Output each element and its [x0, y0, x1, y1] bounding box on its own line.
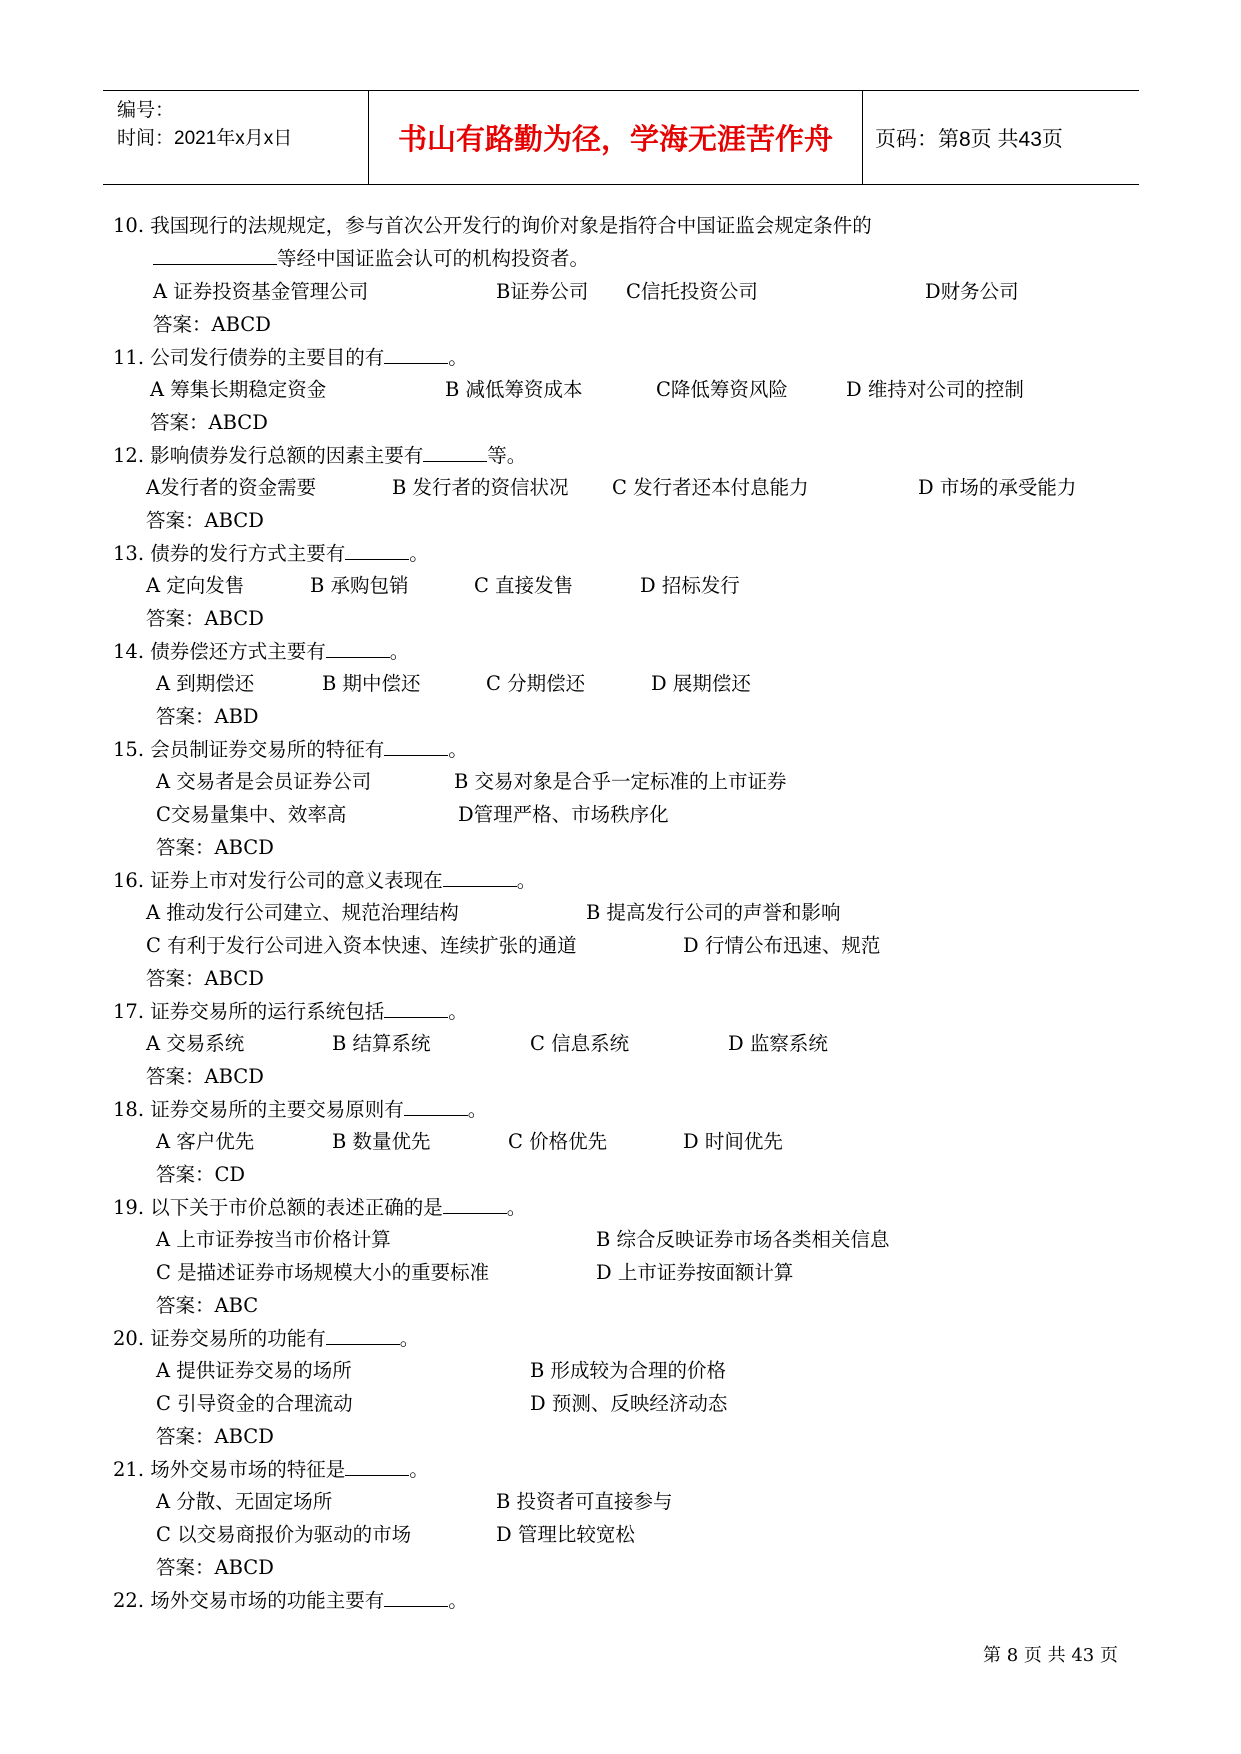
question-stem: 19. 以下关于市价总额的表述正确的是 。 — [113, 1196, 527, 1219]
option-c: C 有利于发行公司进入资本快速、连续扩张的通道 — [146, 934, 577, 957]
option-b: B 期中偿还 — [322, 672, 421, 695]
option-c: C 直接发售 — [474, 574, 574, 597]
question-stem: 10. 我国现行的法规规定，参与首次公开发行的询价对象是指符合中国证监会规定条件的 — [113, 214, 872, 237]
option-d: D 管理比较宽松 — [496, 1523, 635, 1546]
answer: 答案：CD — [156, 1163, 246, 1186]
option-c: C 以交易商报价为驱动的市场 — [156, 1523, 412, 1546]
question-stem: 16. 证券上市对发行公司的意义表现在 。 — [113, 869, 537, 892]
question-stem: 13. 债券的发行方式主要有 。 — [113, 542, 429, 565]
header-page-cell — [863, 91, 1139, 184]
option-b: B 投资者可直接参与 — [496, 1490, 673, 1513]
option-b: B 发行者的资信状况 — [392, 476, 569, 499]
option-a: A 分散、无固定场所 — [156, 1490, 333, 1513]
option-c: C 引导资金的合理流动 — [156, 1392, 353, 1415]
option-c: C 信息系统 — [530, 1032, 630, 1055]
option-a: A 筹集长期稳定资金 — [150, 378, 327, 401]
header-table — [103, 90, 1139, 185]
page-label: 页码：第8页 共43页 — [875, 127, 1063, 151]
question-stem: 14. 债券偿还方式主要有 。 — [113, 640, 410, 663]
option-b: B 减低筹资成本 — [445, 378, 583, 401]
question-stem: 15. 会员制证券交易所的特征有 。 — [113, 738, 468, 761]
option-c: C 发行者还本付息能力 — [612, 476, 809, 499]
option-a: A 推动发行公司建立、规范治理结构 — [146, 901, 459, 924]
option-d: D 预测、反映经济动态 — [530, 1392, 728, 1415]
option-c: C 分期偿还 — [486, 672, 586, 695]
option-a: A 提供证券交易的场所 — [156, 1359, 352, 1382]
option-a: A 定向发售 — [146, 574, 245, 597]
question-stem: 21. 场外交易市场的特征是 。 — [113, 1458, 429, 1481]
option-d: D 时间优先 — [683, 1130, 783, 1153]
option-b: B 提高发行公司的声誉和影响 — [586, 901, 841, 924]
option-d: D 维持对公司的控制 — [846, 378, 1024, 401]
question-stem: 12. 影响债券发行总额的因素主要有 等。 — [113, 444, 527, 467]
question-stem: 18. 证券交易所的主要交易原则有 。 — [113, 1098, 488, 1121]
header-meta-cell — [103, 91, 369, 184]
option-a: A 到期偿还 — [156, 672, 255, 695]
option-a: A 交易者是会员证券公司 — [156, 770, 372, 793]
option-c: C信托投资公司 — [626, 280, 758, 303]
option-a: A 上市证券按当市价格计算 — [156, 1228, 391, 1251]
option-b: B证券公司 — [496, 280, 589, 303]
question-stem-cont: 等经中国证监会认可的机构投资者。 — [153, 249, 589, 269]
option-b: B 综合反映证券市场各类相关信息 — [596, 1228, 890, 1251]
answer: 答案：ABCD — [153, 313, 271, 336]
option-c: C交易量集中、效率高 — [156, 803, 347, 826]
number-label: 编号： — [117, 100, 175, 121]
option-a: A 交易系统 — [146, 1032, 245, 1055]
answer: 答案：ABC — [156, 1294, 259, 1317]
option-d: D 招标发行 — [640, 574, 740, 597]
answer: 答案：ABCD — [146, 509, 264, 532]
option-a: A 客户优先 — [156, 1130, 255, 1153]
answer: 答案：ABCD — [146, 607, 264, 630]
option-b: B 交易对象是合乎一定标准的上市证券 — [454, 770, 787, 793]
option-b: B 数量优先 — [332, 1130, 431, 1153]
question-stem: 17. 证券交易所的运行系统包括 。 — [113, 1000, 468, 1023]
option-d: D 展期偿还 — [651, 672, 751, 695]
page-footer: 第 8 页 共 43 页 — [983, 1645, 1118, 1666]
option-b: B 形成较为合理的价格 — [530, 1359, 727, 1382]
option-c: C降低筹资风险 — [656, 378, 788, 401]
option-d: D 行情公布迅速、规范 — [683, 934, 881, 957]
option-c: C 价格优先 — [508, 1130, 608, 1153]
answer: 答案：ABD — [156, 705, 259, 728]
option-b: B 结算系统 — [332, 1032, 431, 1055]
answer: 答案：ABCD — [156, 836, 274, 859]
time-label: 时间：2021年x月x日 — [117, 128, 293, 149]
option-a: A 证券投资基金管理公司 — [153, 280, 369, 303]
option-a: A发行者的资金需要 — [146, 476, 317, 499]
answer: 答案：ABCD — [146, 967, 264, 990]
option-d: D财务公司 — [925, 280, 1019, 303]
header-motto: 书山有路勤为径，学海无涯苦作舟 — [369, 91, 863, 184]
question-stem: 20. 证券交易所的功能有 。 — [113, 1327, 420, 1350]
option-c: C 是描述证券市场规模大小的重要标准 — [156, 1261, 490, 1284]
option-b: B 承购包销 — [310, 574, 409, 597]
answer: 答案：ABCD — [156, 1556, 274, 1579]
answer: 答案：ABCD — [150, 411, 268, 434]
option-d: D 上市证券按面额计算 — [596, 1261, 794, 1284]
option-d: D 市场的承受能力 — [918, 476, 1077, 499]
question-stem: 22. 场外交易市场的功能主要有 。 — [113, 1589, 468, 1612]
answer: 答案：ABCD — [146, 1065, 264, 1088]
answer: 答案：ABCD — [156, 1425, 274, 1448]
question-stem: 11. 公司发行债券的主要目的有 。 — [113, 346, 468, 369]
option-d: D 监察系统 — [728, 1032, 828, 1055]
option-d: D管理严格、市场秩序化 — [458, 803, 669, 826]
